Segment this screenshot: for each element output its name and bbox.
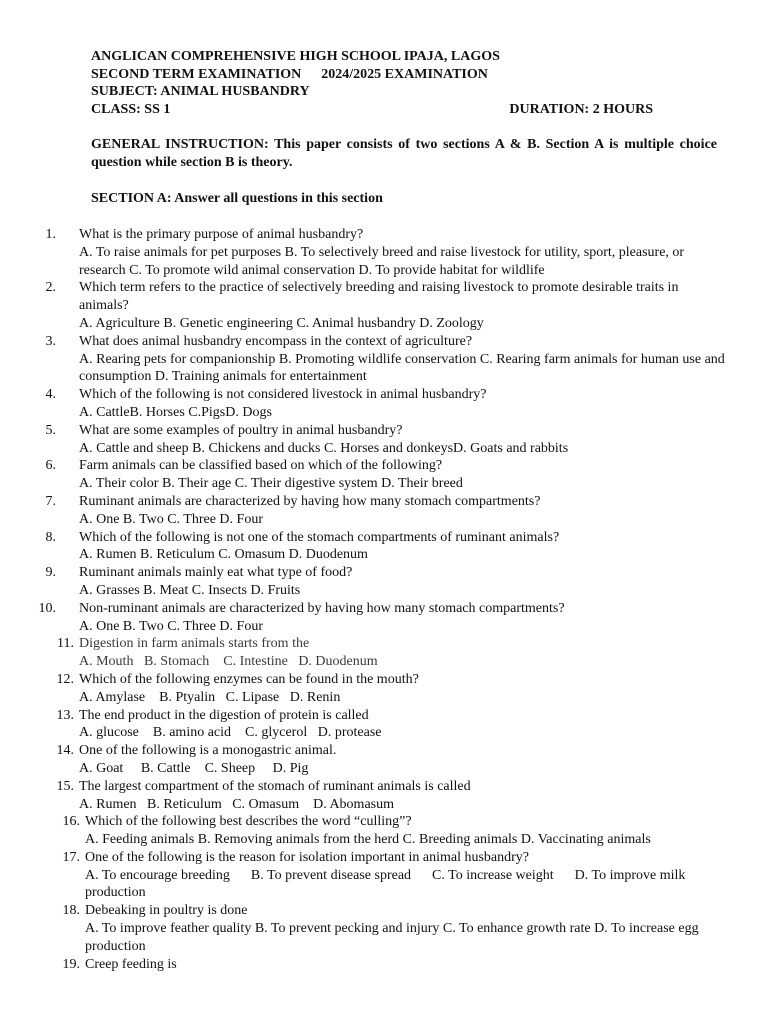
- options-text: A. Rumen B. Reticulum C. Omasum D. Abomasum: [79, 796, 394, 812]
- options-text: A. Mouth B. Stomach C. Intestine D. Duodenum: [79, 654, 378, 670]
- question-options: A. CattleB. Horses C.PigsD. Dogs: [79, 404, 272, 420]
- question-text: What are some examples of poultry in animal husbandry?: [79, 422, 403, 438]
- question-options: A. Rearing pets for companionship B. Promoting wildlife conservation C. Rearing farm animals for human use and consumption D. Training animals for entertainment: [79, 351, 725, 385]
- question-text: What does animal husbandry encompass in the context of agriculture?: [79, 333, 473, 349]
- question-text: Debeaking in poultry is done: [85, 903, 248, 919]
- question-text: One of the following is the reason for isolation important in animal husbandry?: [85, 849, 530, 865]
- term-line: [91, 66, 717, 84]
- question-options: [79, 760, 726, 778]
- question-item: [0, 849, 768, 902]
- question-text: Digestion in farm animals starts from the: [79, 636, 310, 652]
- question-item: [0, 333, 768, 386]
- question-number: 15.: [56, 778, 74, 794]
- question-options: A. One B. Two C. Three D. Four: [79, 618, 263, 634]
- question-number: 17.: [62, 849, 80, 865]
- question-options: A. Their color B. Their age C. Their digestive system D. Their breed: [79, 476, 463, 492]
- question-options: A. To encourage breeding B. To prevent disease spread C. To increase weight D. To improve milk production: [85, 867, 689, 901]
- question-number: 7.: [45, 493, 56, 509]
- question-number: 8.: [45, 529, 56, 545]
- question-options: A. Agriculture B. Genetic engineering C. Animal husbandry D. Zoology: [79, 315, 484, 331]
- question-text: Ruminant animals mainly eat what type of food?: [79, 565, 353, 581]
- exam-term: SECOND TERM EXAMINATION: [91, 66, 302, 82]
- exam-header: [91, 48, 717, 118]
- question-options: [79, 724, 726, 742]
- question-number: 3.: [45, 333, 56, 349]
- question-text: The end product in the digestion of protein is called: [79, 707, 369, 723]
- question-options: [79, 653, 726, 671]
- question-options: A. To raise animals for pet purposes B. To selectively breed and raise livestock for utility, sport, pleasure, or research C. To promote wild animal conservation D. To provide habitat for wildlife: [79, 244, 685, 278]
- question-text: Which of the following enzymes can be found in the mouth?: [79, 671, 419, 687]
- question-number: 14.: [56, 743, 74, 759]
- question-text: Which of the following is not considered livestock in animal husbandry?: [79, 387, 487, 403]
- question-number: 1.: [45, 227, 56, 242]
- question-text: What is the primary purpose of animal husbandry?: [79, 227, 364, 242]
- question-item: [0, 813, 768, 849]
- exam-duration: DURATION: 2 HOURS: [509, 101, 653, 117]
- question-number: 18.: [62, 903, 80, 919]
- question-number: 19.: [62, 956, 80, 972]
- question-options: [79, 689, 726, 707]
- question-item: [0, 493, 768, 529]
- question-item: [0, 422, 768, 458]
- question-number: 2.: [45, 280, 56, 296]
- question-list: [0, 226, 768, 973]
- exam-session: 2024/2025 EXAMINATION: [321, 66, 488, 82]
- question-item: [0, 902, 768, 955]
- exam-class: CLASS: SS 1: [91, 101, 171, 117]
- class-line: [91, 101, 717, 119]
- subject-line: [91, 83, 717, 101]
- question-text: Non-ruminant animals are characterized by having how many stomach compartments?: [79, 600, 565, 616]
- question-options: [79, 796, 726, 814]
- question-number: 10.: [38, 600, 56, 616]
- question-text: Farm animals can be classified based on which of the following?: [79, 458, 443, 474]
- question-item: [0, 226, 768, 279]
- question-text: Ruminant animals are characterized by having how many stomach compartments?: [79, 493, 541, 509]
- question-item: [0, 778, 768, 814]
- question-item: [0, 956, 768, 974]
- question-item: [0, 529, 768, 565]
- exam-subject: SUBJECT: ANIMAL HUSBANDRY: [91, 84, 310, 99]
- question-item: [0, 386, 768, 422]
- question-number: 6.: [45, 458, 56, 474]
- options-text: A. Amylase B. Ptyalin C. Lipase D. Renin: [79, 689, 341, 705]
- question-options: A. Grasses B. Meat C. Insects D. Fruits: [79, 582, 301, 598]
- question-item: [0, 707, 768, 743]
- question-item: [0, 279, 768, 332]
- question-number: 9.: [45, 565, 56, 581]
- options-text: A. glucose B. amino acid C. glycerol D. protease: [79, 725, 382, 741]
- school-name-line: [91, 48, 717, 66]
- question-number: 5.: [45, 422, 56, 438]
- question-text: Which term refers to the practice of selectively breeding and raising livestock to promote desirable traits in animals?: [79, 280, 679, 314]
- question-number: 11.: [57, 636, 74, 652]
- question-item: [0, 564, 768, 600]
- question-item: [0, 671, 768, 707]
- options-text: A. Goat B. Cattle C. Sheep D. Pig: [79, 760, 309, 776]
- question-number: 12.: [56, 671, 74, 687]
- question-item: [0, 635, 768, 671]
- question-item: [0, 742, 768, 778]
- question-text: Creep feeding is: [85, 956, 177, 972]
- question-text: Which of the following is not one of the stomach compartments of ruminant animals?: [79, 529, 560, 545]
- question-number: 16.: [62, 814, 80, 830]
- question-text: Which of the following best describes the word “culling”?: [85, 814, 412, 830]
- question-options: A. Cattle and sheep B. Chickens and ducks C. Horses and donkeysD. Goats and rabbits: [79, 440, 569, 456]
- school-name: ANGLICAN COMPREHENSIVE HIGH SCHOOL IPAJA, LAGOS: [91, 49, 500, 64]
- question-options: A. Feeding animals B. Removing animals from the herd C. Breeding animals D. Vaccinating animals: [85, 832, 651, 848]
- question-number: 4.: [45, 387, 56, 403]
- question-text: One of the following is a monogastric animal.: [79, 743, 337, 759]
- question-options: A. Rumen B. Reticulum C. Omasum D. Duodenum: [79, 547, 368, 563]
- general-instruction: GENERAL INSTRUCTION: This paper consists of two sections A & B. Section A is multiple choice question while section B is theory.: [91, 137, 717, 170]
- question-item: [0, 457, 768, 493]
- question-text: The largest compartment of the stomach of ruminant animals is called: [79, 778, 471, 794]
- question-options: A. One B. Two C. Three D. Four: [79, 511, 263, 527]
- section-a-heading: SECTION A: Answer all questions in this section: [91, 191, 383, 206]
- question-number: 13.: [56, 707, 74, 723]
- question-options: A. To improve feather quality B. To prevent pecking and injury C. To enhance growth rate D. To increase egg production: [85, 921, 699, 954]
- question-item: [0, 600, 768, 636]
